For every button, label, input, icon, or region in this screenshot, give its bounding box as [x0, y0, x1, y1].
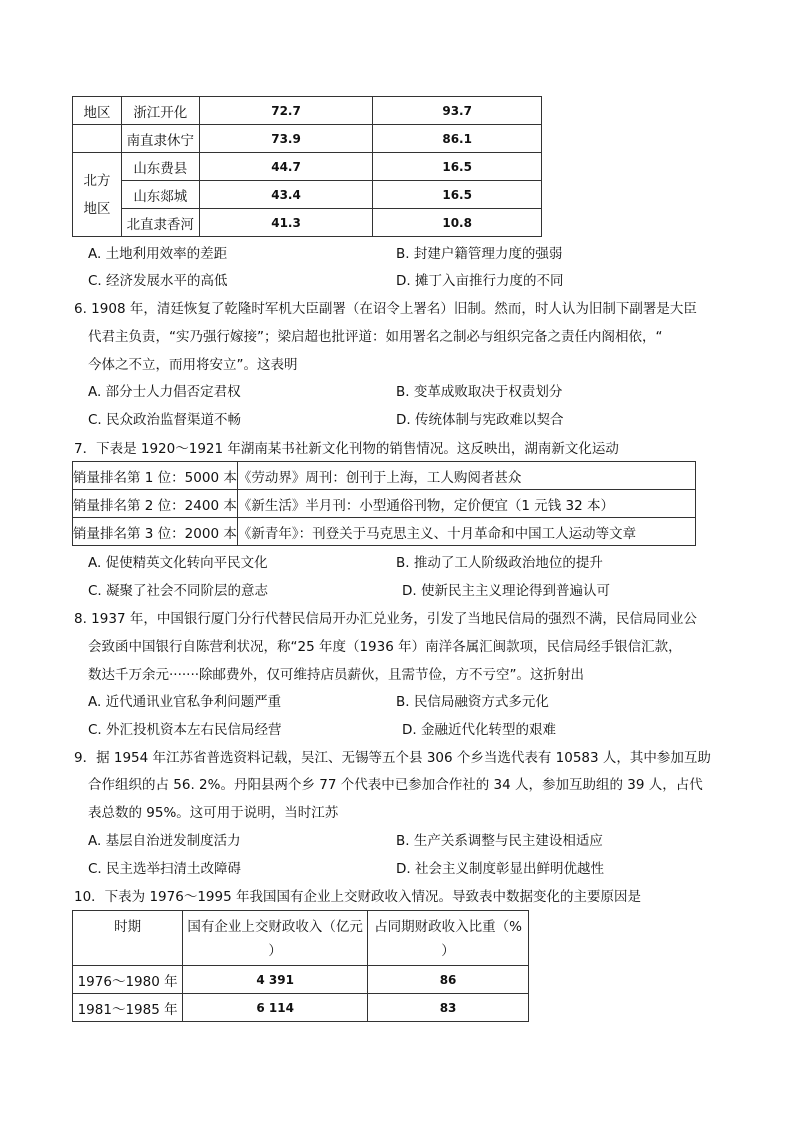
q8-stem-line1: 8. 1937 年，中国银行厦门分行代替民信局开办汇兑业务，引发了当地民信局的强烈不满，民信局同业公 [74, 611, 697, 627]
region-name: 山东费县 [121, 153, 199, 181]
q8-stem-line3: 数达千万余元·······除邮费外，仅可维持店员薪伙，且需节俭，方不亏空”。这折射出 [88, 667, 585, 683]
q7-option-b[interactable]: B. 推动了工人阶级政治地位的提升 [396, 555, 603, 571]
q9-stem-line2: 合作组织的占 56. 2%。丹阳县两个乡 77 个代表中已参加合作社的 34 人，参加互助组的 39 人，占代 [88, 777, 703, 793]
q7-option-c[interactable]: C. 凝聚了社会不同阶层的意志 [88, 583, 269, 599]
header-ratio [368, 911, 529, 966]
q9-option-c[interactable]: C. 民主选举扫清土改障碍 [88, 861, 242, 877]
value-cell: 72.7 [199, 97, 373, 125]
region-name: 山东郯城 [121, 181, 199, 209]
group-north-line2: 地区 [83, 200, 111, 217]
q5-option-b[interactable]: B. 封建户籍管理力度的强弱 [396, 246, 563, 262]
q6-option-d[interactable]: D. 传统体制与宪政难以契合 [396, 412, 564, 428]
header-period [73, 911, 183, 966]
region-name: 北直隶香河 [121, 209, 199, 237]
q8-option-d[interactable]: D. 金融近代化转型的艰难 [402, 722, 556, 738]
ratio-cell: 83 [368, 994, 529, 1022]
region-table [72, 96, 542, 237]
value-cell: 86.1 [373, 125, 542, 153]
value-cell: 41.3 [199, 209, 373, 237]
group-cell-empty [73, 125, 122, 153]
q7-option-d[interactable]: D. 使新民主主义理论得到普遍认可 [402, 583, 610, 599]
ratio-cell: 86 [368, 966, 529, 994]
q7-option-a[interactable]: A. 促使精英文化转向平民文化 [88, 555, 268, 571]
q6-stem-line3: 今体之不立，而用将安立”。这表明 [88, 357, 298, 373]
q8-option-a[interactable]: A. 近代通讯业官私争利问题严重 [88, 694, 282, 710]
header-period-label: 时期 [114, 919, 142, 935]
period-cell: 1981～1985 年 [73, 994, 183, 1022]
q6-option-b[interactable]: B. 变革成败取决于权责划分 [396, 384, 563, 400]
q10-stem: 10．下表为 1976～1995 年我国国有企业上交财政收入情况。导致表中数据变化的主要原因是 [74, 889, 641, 905]
q6-stem-line2: 代君主负责，“实乃强行嫁接”；梁启超也批评道：如用署名之制必与组织完备之责任内阁相依，“ [88, 329, 663, 345]
header-ratio-line2: ） [441, 943, 455, 959]
income-cell: 4 391 [183, 966, 368, 994]
value-cell: 16.5 [373, 181, 542, 209]
q9-option-d[interactable]: D. 社会主义制度彰显出鲜明优越性 [396, 861, 604, 877]
q5-option-d[interactable]: D. 摊丁入亩推行力度的不同 [396, 273, 564, 289]
q8-option-c[interactable]: C. 外汇投机资本左右民信局经营 [88, 722, 282, 738]
group-cell-north [73, 153, 122, 237]
rank-cell: 销量排名第 2 位：2400 本 [73, 490, 238, 518]
q6-stem-line1: 6. 1908 年，清廷恢复了乾隆时军机大臣副署（在诏令上署名）旧制。然而，时人认为旧制下副署是大臣 [74, 301, 697, 317]
q5-option-c[interactable]: C. 经济发展水平的高低 [88, 273, 228, 289]
q7-stem: 7．下表是 1920～1921 年湖南某书社新文化刊物的销售情况。这反映出，湖南新文化运动 [74, 441, 619, 457]
q9-stem-line3: 表总数的 95%。这可用于说明，当时江苏 [88, 805, 339, 821]
desc-cell: 《劳动界》周刊：创刊于上海，工人购阅者甚众 [237, 462, 695, 490]
rank-cell: 销量排名第 3 位：2000 本 [73, 518, 238, 546]
q8-stem-line2: 会致函中国银行自陈营利状况，称“25 年度（1936 年）南洋各属汇闽款项，民信局经手银信汇款， [88, 639, 682, 655]
period-cell: 1976～1980 年 [73, 966, 183, 994]
q9-option-b[interactable]: B. 生产关系调整与民主建设相适应 [396, 833, 603, 849]
region-name: 南直隶休宁 [121, 125, 199, 153]
header-income-line1: 国有企业上交财政收入（亿元 [187, 919, 363, 935]
q9-option-a[interactable]: A. 基层自治迸发制度活力 [88, 833, 241, 849]
value-cell: 44.7 [199, 153, 373, 181]
rank-cell: 销量排名第 1 位：5000 本 [73, 462, 238, 490]
q10-revenue-table [72, 910, 529, 1022]
q7-sales-table [72, 461, 696, 546]
group-north-line1: 北方 [83, 172, 111, 189]
desc-cell: 《新青年》：刊登关于马克思主义、十月革命和中国工人运动等文章 [237, 518, 695, 546]
header-ratio-line1: 占同期财政收入比重（% [374, 919, 522, 935]
q6-option-c[interactable]: C. 民众政治监督渠道不畅 [88, 412, 242, 428]
q8-option-b[interactable]: B. 民信局融资方式多元化 [396, 694, 549, 710]
header-income-line2: ） [268, 943, 282, 959]
region-name: 浙江开化 [121, 97, 199, 125]
value-cell: 73.9 [199, 125, 373, 153]
q6-option-a[interactable]: A. 部分士人力倡否定君权 [88, 384, 241, 400]
value-cell: 16.5 [373, 153, 542, 181]
income-cell: 6 114 [183, 994, 368, 1022]
value-cell: 10.8 [373, 209, 542, 237]
desc-cell: 《新生活》半月刊：小型通俗刊物，定价便宜（1 元钱 32 本） [237, 490, 695, 518]
value-cell: 43.4 [199, 181, 373, 209]
value-cell: 93.7 [373, 97, 542, 125]
header-income [183, 911, 368, 966]
q5-option-a[interactable]: A. 土地利用效率的差距 [88, 246, 228, 262]
q9-stem-line1: 9．据 1954 年江苏省普选资料记载，吴江、无锡等五个县 306 个乡当选代表有 10583 人，其中参加互助 [74, 750, 711, 766]
group-cell-south: 地区 [73, 97, 122, 125]
